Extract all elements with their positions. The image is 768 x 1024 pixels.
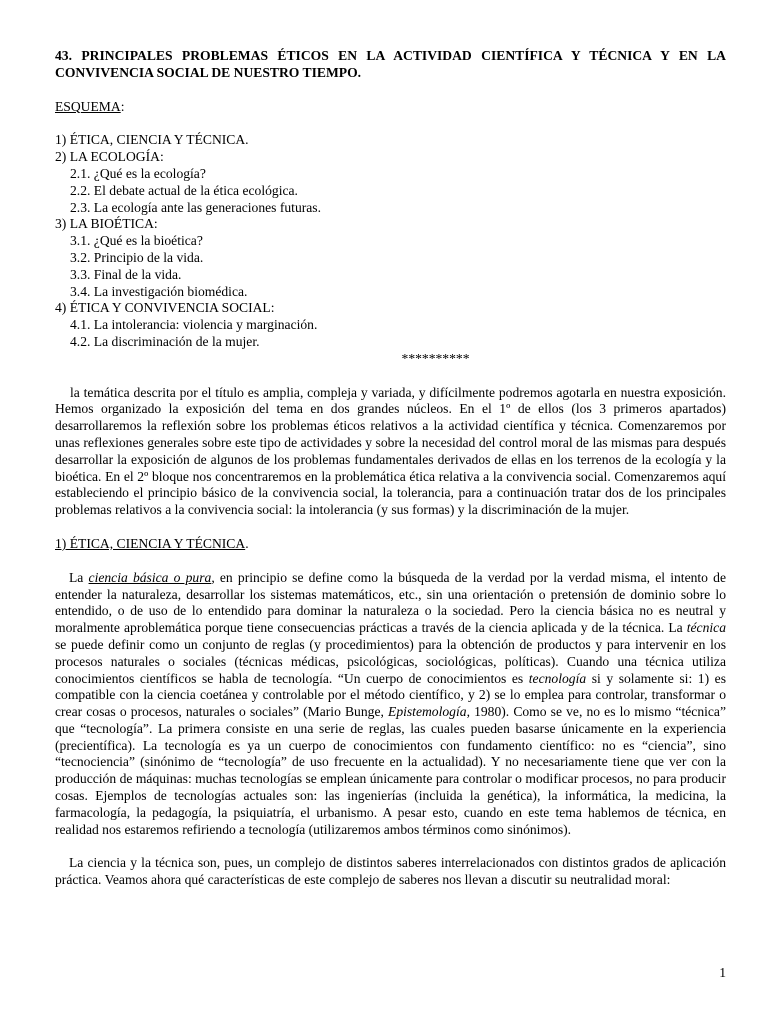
separator: ********** [401,350,470,366]
outline-subitem: 3.1. ¿Qué es la bioética? [70,233,203,249]
outline-subitem: 3.2. Principio de la vida. [70,249,204,265]
page-number: 1 [719,965,726,980]
outline-item: 3) LA BIOÉTICA: [55,216,158,232]
outline-subitem: 2.1. ¿Qué es la ecología? [70,165,206,181]
text-run: La [69,569,89,585]
body-paragraph: La ciencia y la técnica son, pues, un complejo de distintos saberes interrelacionados con distintos grados de aplicación práctica. Veamos ahora qué características de este complejo de saberes nos llevan a discutir su neutralidad moral: [55,855,726,888]
outline-item: 1) ÉTICA, CIENCIA Y TÉCNICA. [55,132,249,148]
section-heading [55,536,726,553]
outline-subitem: 4.1. La intolerancia: violencia y marginación. [70,317,318,333]
outline-subitem: 2.3. La ecología ante las generaciones futuras. [70,199,321,215]
outline-subitem: 3.3. Final de la vida. [70,266,182,282]
outline-list [55,132,726,350]
outline-subitem: 3.4. La investigación biomédica. [70,283,248,299]
body-paragraph [55,570,726,839]
section-heading-period: . [245,535,249,551]
esquema-colon: : [120,98,125,114]
intro-paragraph: la temática descrita por el título es amplia, compleja y variada, y difícilmente podremos agotarla en nuestra exposición. Hemos organizado la exposición del tema en dos grandes núcleos. En el 1º de ellos (los 3 primeros apartados) desarrollaremos la reflexión sobre los problemas éticos relativos a la actividad científica y técnica. Comenzaremos por unas reflexiones generales sobre este tipo de actividades y sobre la necesidad del control moral de las mismas para después desarrollar la exposición de algunos de los problemas fundamentales derivados de ellas en los terrenos de la ecología y la bioética. En el 2º bloque nos concentraremos en la problemática ética relativa a la convivencia social. Comenzaremos aquí estableciendo el principio básico de la convivencia social, la tolerancia, para a continuación tratar dos de los principales problemas relativos a la convivencia social: la intolerancia (y sus formas) y la discriminación de la mujer. [55,384,726,518]
text-run: si y solamente si: 1) es compatible con la ciencia coetánea y controlable por el método científico, y 2) se lo emplea para controlar, transformar o crear cosas o procesos, naturales o sociales” (Mario Bunge, [55,670,726,720]
text-run: se puede definir como un conjunto de reglas (y procedimientos) para la obtención de productos y para intervenir en los procesos naturales o sociales (técnicas médicas, psicológicas, sociológicas, políticas). Cuando una técnica utiliza conocimientos científicos se habla de tecnología. “Un cuerpo de conocimientos es [55,636,726,686]
document-title: 43. PRINCIPALES PROBLEMAS ÉTICOS EN LA ACTIVIDAD CIENTÍFICA Y TÉCNICA Y EN LA CONVIVENCIA SOCIAL DE NUESTRO TIEMPO. [55,48,726,80]
outline-subitem: 2.2. El debate actual de la ética ecológica. [70,182,298,198]
section-heading-text: 1) ÉTICA, CIENCIA Y TÉCNICA [55,535,246,551]
term-ciencia-basica: ciencia básica o pura [88,569,212,585]
text-run: , 1980). Como se ve, no es lo mismo “técnica” que “tecnología”. La primera consiste en una serie de reglas, las cuales pueden basarse únicamente en la experiencia (precientífica). La tecnología es ya un cuerpo de conocimientos con fundamento científico: no es “ciencia”, sino “tecnociencia” (sinónimo de “tecnología” de uso frecuente en la actualidad). Y no necesariamente tiene que ver con la producción de máquinas: muchas tecnologías se emplean únicamente para controlar o modificar procesos, no para producir cosas. Ejemplos de tecnologías actuales son: las ingenierías (incluida la genética), la informática, la medicina, la farmacología, la pedagogía, la psiquiatría, el urbanismo. A pesar esto, cuando en este tema hablemos de técnica, en realidad nos estaremos refiriendo a tecnología (utilizaremos ambos términos como sinónimos). [55,704,726,837]
outline-item: 4) ÉTICA Y CONVIVENCIA SOCIAL: [55,300,275,316]
esquema-label: ESQUEMA [55,98,121,114]
term-tecnologia: tecnología [528,670,587,686]
esquema-heading [55,99,726,116]
outline-subitem: 4.2. La discriminación de la mujer. [70,333,260,349]
outline-item: 2) LA ECOLOGÍA: [55,149,164,165]
text-run: , en principio se define como la búsqueda de la verdad por la verdad misma, el intento de entender la naturaleza, desarrollar los sistemas matemáticos, etc., sin una orientación o pretensión de dominio sobre lo entendido, o de uso de lo entendido para dominar la naturaleza o la sociedad. Pero la ciencia básica no es neutral y moralmente aproblemática porque tiene consecuencias prácticas a través de la ciencia aplicada y de la técnica. La [55,569,726,636]
book-title: Epistemología [388,704,467,720]
term-tecnica: técnica [686,620,726,636]
